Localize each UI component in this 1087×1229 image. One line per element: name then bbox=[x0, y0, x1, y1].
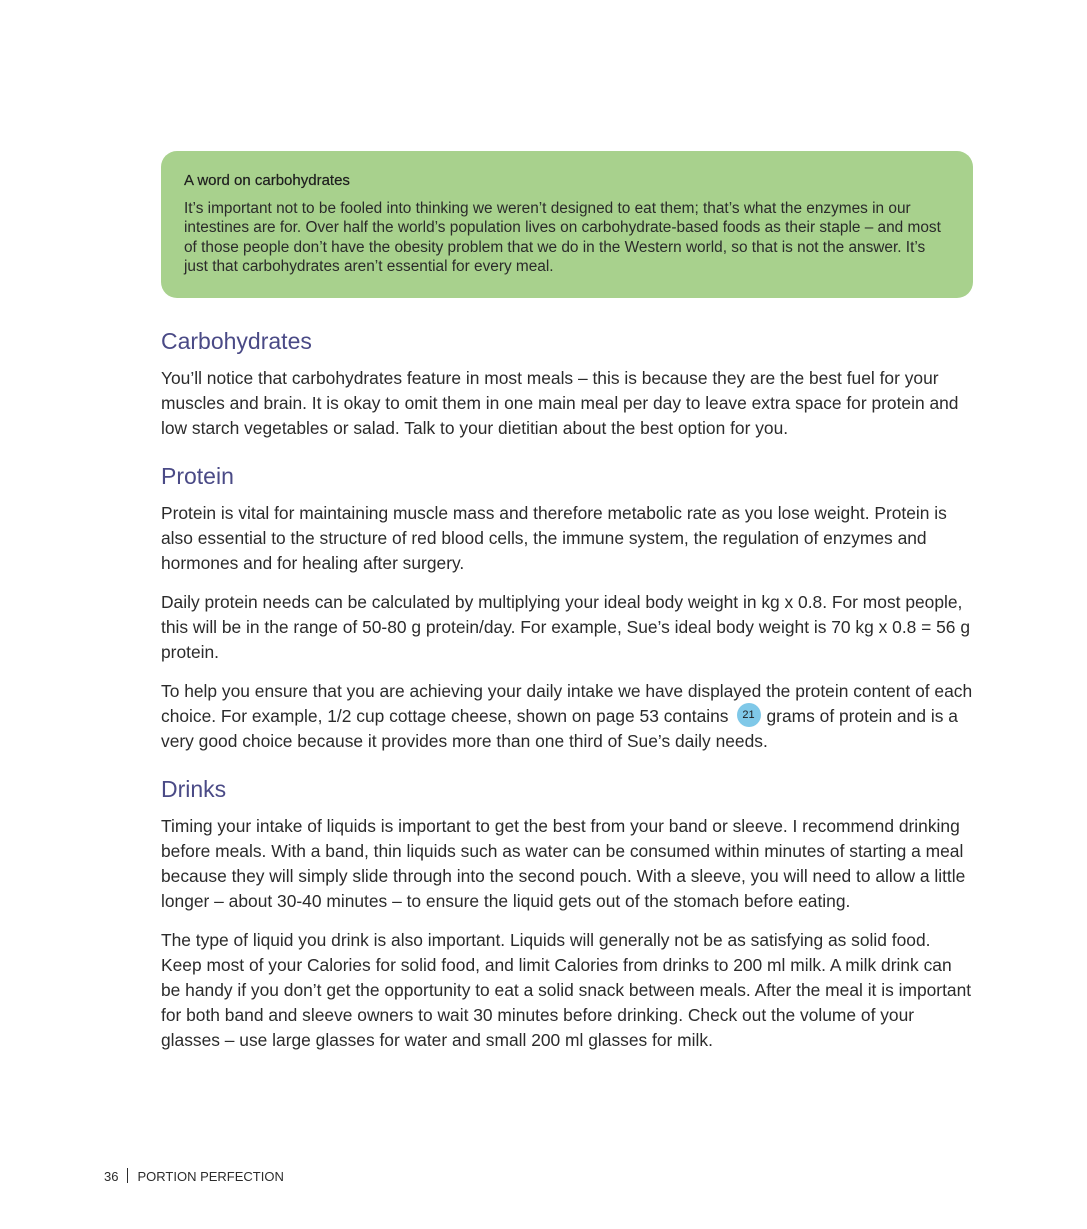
callout-title: A word on carbohydrates bbox=[184, 172, 350, 189]
protein-grams-badge: 21 bbox=[737, 703, 761, 727]
heading-drinks: Drinks bbox=[161, 776, 227, 803]
heading-carbohydrates: Carbohydrates bbox=[161, 328, 312, 354]
drinks-paragraph-2: The type of liquid you drink is also important. Liquids will generally not be as satisfying as solid food. Keep most of your Calories for solid food, and limit Calories from drinks to 200 ml milk. A milk drink can be handy if you don’t get the opportunity to eat a solid snack between meals. After the meal it is important for both band and sleeve owners to wait 30 minutes before drinking. Check out the volume of your glasses – use large glasses for water and small 200 ml glasses for milk. bbox=[161, 930, 972, 1051]
page-number: 36 bbox=[104, 1169, 119, 1184]
main-content bbox=[161, 326, 973, 1073]
drinks-paragraph-1: Timing your intake of liquids is important to get the best from your band or sleeve. I recommend drinking before meals. With a band, thin liquids such as water can be consumed within minutes of starting a meal because they will simply slide through into the second pouch. With a sleeve, you will need to allow a little longer – about 30-40 minutes – to ensure the liquid gets out of the stomach before eating. bbox=[161, 816, 966, 912]
protein-paragraph-3 bbox=[161, 679, 973, 754]
protein-paragraph-1: Protein is vital for maintaining muscle mass and therefore metabolic rate as you lose weight. Protein is also essential to the structure of red blood cells, the immune system, the regulation of enzymes and hormones and for healing after surgery. bbox=[161, 503, 947, 573]
section-carbohydrates bbox=[161, 326, 973, 441]
footer-divider bbox=[127, 1168, 128, 1183]
protein-paragraph-3-before: To help you ensure that you are achieving your daily intake we have displayed the protein content of each choice. For example, 1/2 cup cottage cheese, shown on page 53 contains bbox=[161, 681, 973, 726]
callout-body: It’s important not to be fooled into thinking we weren’t designed to eat them; that’s what the enzymes in our intestines are for. Over half the world’s population lives on carbohydrate-based foods as their staple – and most of those people don’t have the obesity problem that we do in the Western world, so that is not the answer. It’s just that carbohydrates aren’t essential for every meal. bbox=[184, 200, 941, 276]
protein-paragraph-3-after: grams of protein and is a very good choice because it provides more than one third of Sue’s daily needs. bbox=[161, 706, 958, 752]
section-drinks bbox=[161, 774, 973, 1053]
carbohydrates-paragraph: You’ll notice that carbohydrates feature in most meals – this is because they are the best fuel for your muscles and brain. It is okay to omit them in one main meal per day to leave extra space for protein and low starch vegetables or salad. Talk to your dietitian about the best option for you. bbox=[161, 368, 959, 438]
section-protein bbox=[161, 461, 973, 754]
heading-protein: Protein bbox=[161, 463, 234, 489]
protein-paragraph-2: Daily protein needs can be calculated by multiplying your ideal body weight in kg x 0.8. For most people, this will be in the range of 50-80 g protein/day. For example, Sue’s ideal body weight is 70 kg x 0.8 = 56 g protein. bbox=[161, 592, 970, 662]
book-title: PORTION PERFECTION bbox=[137, 1169, 284, 1184]
page-footer bbox=[104, 1168, 284, 1186]
carbohydrates-callout-box bbox=[161, 151, 973, 298]
